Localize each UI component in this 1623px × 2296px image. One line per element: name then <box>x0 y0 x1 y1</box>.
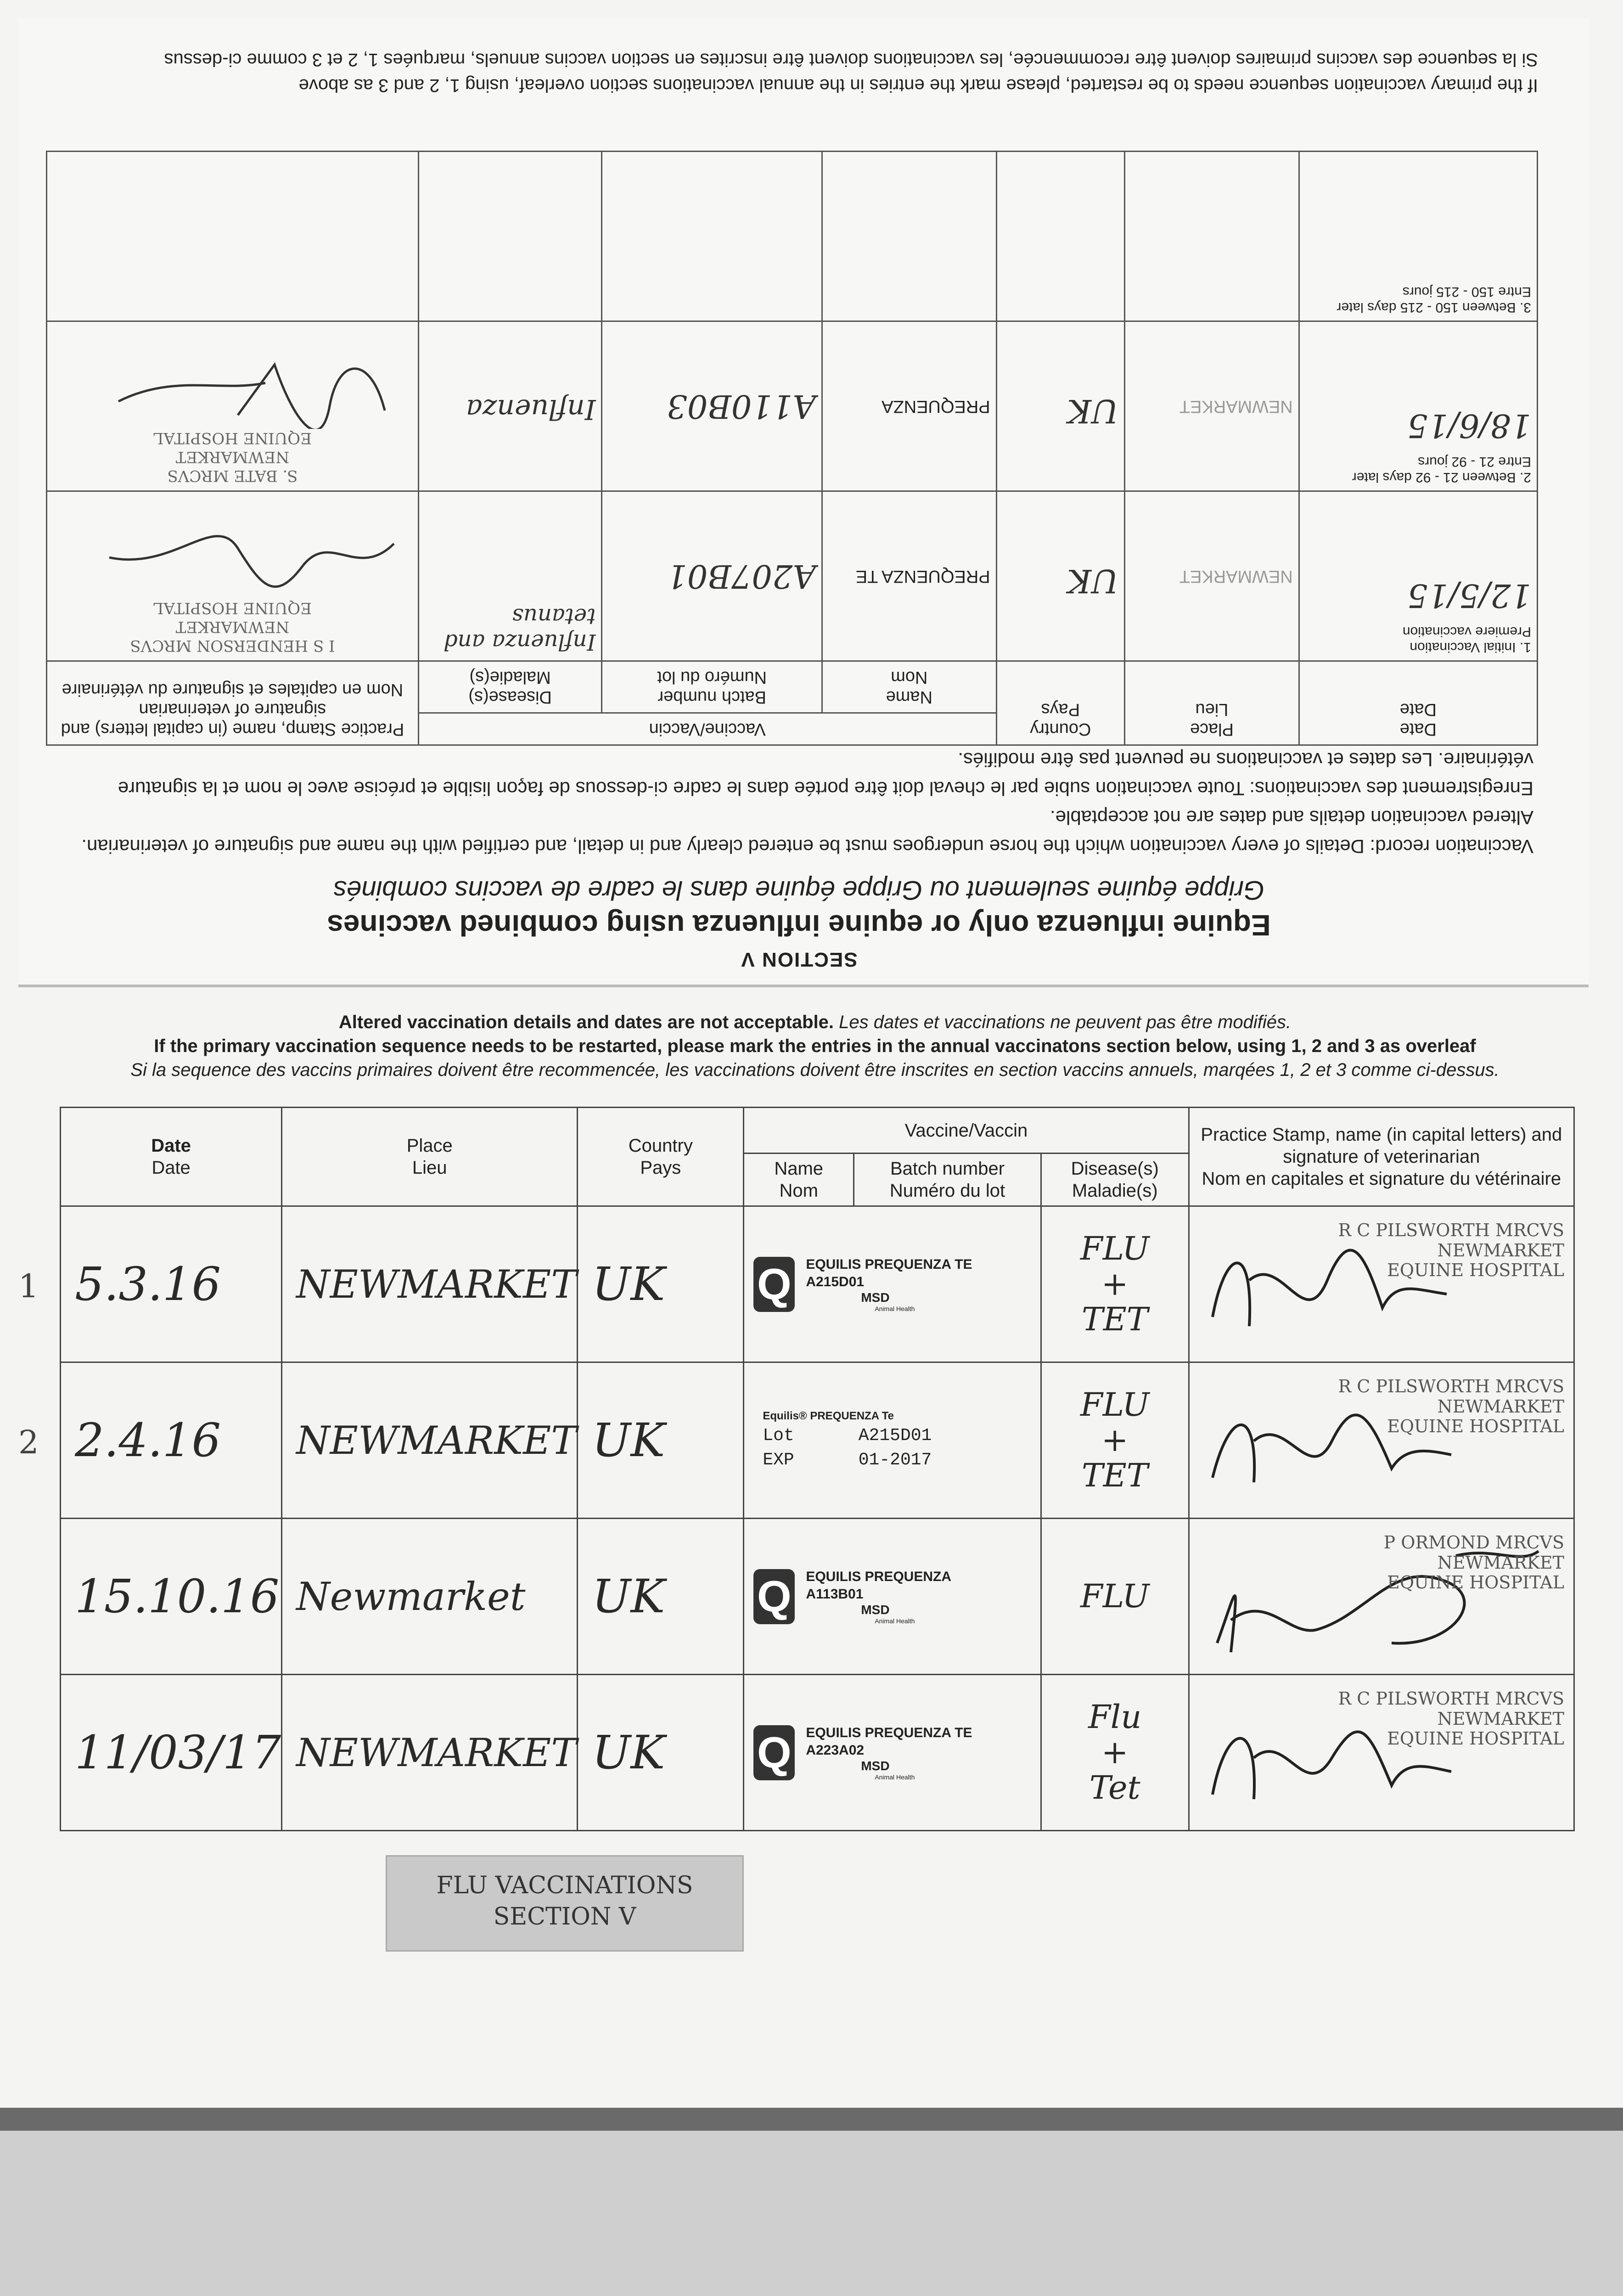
top-heading <box>64 745 1533 971</box>
notice-line-1-fr: Les dates et vaccinations ne peuvent pas être modifiés. <box>839 1012 1292 1032</box>
top-row-2-batch: A110B03 <box>602 321 822 491</box>
signature-icon <box>91 521 412 599</box>
header-place: Place Lieu <box>282 1108 578 1206</box>
top-row-1-batch: A207B01 <box>602 491 822 661</box>
row-4-country: UK <box>578 1675 744 1831</box>
row-3-disease: FLU <box>1041 1519 1189 1675</box>
top-header-batch: Batch number Numéro du lot <box>602 661 822 713</box>
header-batch: Batch number Numéro du lot <box>854 1154 1041 1206</box>
top-title-fr: Grippe équine seulement ou Grippe équine dans le cadre de vaccins combinés <box>333 875 1265 905</box>
msd-logo-icon: MSD Animal Health <box>861 1290 915 1312</box>
row-2-date: 2.4.16 <box>61 1362 282 1519</box>
top-row-2-date: 2. Between 21 - 92 days later Entre 21 - 92 jours 18/6/15 <box>1299 321 1537 491</box>
top-row-2-country: UK <box>996 321 1125 491</box>
top-row-2-stamp: S. BATE MRCVS NEWMARKET EQUINE HOSPITAL <box>47 321 419 491</box>
primary-vaccination-table <box>46 151 1538 746</box>
top-row-1-country: UK <box>996 491 1125 661</box>
top-header-country: Country Pays <box>996 661 1125 745</box>
row-3-country: UK <box>578 1519 744 1675</box>
table-row <box>61 1206 1574 1362</box>
top-header-vaccine: Vaccine/Vaccin <box>418 713 996 745</box>
top-footnote: If the primary vaccination sequence needs to be restarted, please mark the entries in the annual vaccinations section overleaf, using 1, 2 and 3 as above Si la sequence des vaccins primaires doivent être recommencée, les vaccinations doivent être inscrites en section vaccins annuels, marquées 1, 2 et 3 comme ci-dessus <box>164 50 1538 96</box>
rotated-content <box>18 18 1589 985</box>
header-vaccine: Vaccine/Vaccin <box>744 1108 1189 1154</box>
row-4-vaccine-label: Q EQUILIS PREQUENZA TE A223A02 MSD Animal Health <box>744 1675 1041 1831</box>
notice-line-1: Altered vaccination details and dates are not acceptable. <box>338 1012 834 1032</box>
table-row <box>61 1519 1574 1675</box>
top-row-3 <box>47 152 1538 321</box>
row-4-place: NEWMARKET <box>282 1675 578 1831</box>
margin-mark-2: 2 <box>18 1424 39 1461</box>
record-text-fr: Enregistrement des vaccinations: Toute vaccination subie par le cheval doit être portée dans le cadre ci-dessous de façon lisible et précise avec le nom et la signature vétérinaire. Les dates et vaccinations ne peuvent pas être modifiés. <box>118 749 1533 799</box>
background-area <box>0 2131 1623 2296</box>
msd-logo-icon: MSD Animal Health <box>861 1603 915 1625</box>
row-1-place: NEWMARKET <box>282 1206 578 1362</box>
table-row <box>61 1675 1574 1831</box>
top-row-1 <box>47 491 1538 661</box>
top-row-1-name: PREQUENZA TE <box>822 491 996 661</box>
row-3-stamp: P ORMOND MRCVS NEWMARKET EQUINE HOSPITAL <box>1189 1519 1574 1675</box>
section-tag: FLU VACCINATIONS SECTION V <box>386 1855 744 1952</box>
top-row-1-date: 1. Initial Vaccination Premiere vaccination 12/5/15 <box>1299 491 1537 661</box>
top-row-1-stamp: I S HENDERSON MRCVS NEWMARKET EQUINE HOSPITAL <box>47 491 419 661</box>
top-header-disease: Disease(s) Maladie(s) <box>418 661 602 713</box>
table-row <box>61 1362 1574 1519</box>
signature-icon <box>91 351 412 429</box>
margin-mark-1: 1 <box>18 1267 39 1305</box>
top-header-stamp: Practice Stamp, name (in capital letters) and signature of veterinarian Nom en capitales et signature du vétérinaire <box>47 661 419 745</box>
row-1-date: 5.3.16 <box>61 1206 282 1362</box>
top-row-1-disease: Influenza and tetanus <box>418 491 602 661</box>
row-3-date: 15.10.16 <box>61 1519 282 1675</box>
top-header-name: Name Nom <box>822 661 996 713</box>
row-1-vaccine-label: Q EQUILIS PREQUENZA TE A215D01 MSD Animal Health <box>744 1206 1041 1362</box>
flu-vaccinations-page <box>51 1001 1579 2296</box>
row-2-disease: FLU + TET <box>1041 1362 1189 1519</box>
top-row-2 <box>47 321 1538 491</box>
upside-down-page <box>18 18 1589 987</box>
top-row-3-date: 3. Between 150 - 215 days later Entre 150 - 215 jours <box>1299 152 1537 321</box>
top-header-date: Date Date <box>1299 661 1537 745</box>
top-row-2-disease: Influenza <box>418 321 602 491</box>
q-logo-icon: Q <box>753 1725 795 1780</box>
row-4-stamp: R C PILSWORTH MRCVS NEWMARKET EQUINE HOSPITAL <box>1189 1675 1574 1831</box>
row-3-place: Newmarket <box>282 1519 578 1675</box>
record-text-en: Vaccination record: Details of every vaccination which the horse undergoes must be entered clearly and in detail, and certified with the name and signature of veterinarian. Altered vaccination details and dates are not acceptable. <box>81 807 1533 857</box>
top-header-place: Place Lieu <box>1125 661 1299 745</box>
row-3-vaccine-label: Q EQUILIS PREQUENZA A113B01 MSD Animal Health <box>744 1519 1041 1675</box>
top-row-2-name: PREQUENZA <box>822 321 996 491</box>
header-country: Country Pays <box>578 1108 744 1206</box>
row-1-disease: FLU + TET <box>1041 1206 1189 1362</box>
record-text <box>64 745 1533 861</box>
top-row-2-place: NEWMARKET <box>1125 321 1299 491</box>
notice-line-3: Si la sequence des vaccins primaires doivent être recommencée, les vaccinations doivent être inscrites en section vaccins annuels, marqées 1, 2 et 3 comme ci-dessus. <box>130 1060 1499 1080</box>
row-1-stamp: R C PILSWORTH MRCVS NEWMARKET EQUINE HOSPITAL <box>1189 1206 1574 1362</box>
msd-logo-icon: MSD Animal Health <box>861 1759 915 1781</box>
header-date: Date Date <box>61 1108 282 1206</box>
top-title: Equine influenza only or equine influenza using combined vaccines <box>327 909 1271 942</box>
row-4-disease: Flu + Tet <box>1041 1675 1189 1831</box>
row-1-country: UK <box>578 1206 744 1362</box>
header-stamp: Practice Stamp, name (in capital letters) and signature of veterinarian Nom en capitales et signature du vétérinaire <box>1189 1108 1574 1206</box>
header-name: Name Nom <box>744 1154 854 1206</box>
flu-vaccination-table <box>60 1107 1575 1831</box>
notice <box>51 1010 1579 1082</box>
q-logo-icon: Q <box>753 1569 795 1624</box>
notice-line-2: If the primary vaccination sequence needs to be restarted, please mark the entries in the annual vaccinatons section below, using 1, 2 and 3 as overleaf <box>154 1036 1476 1056</box>
row-2-vaccine-label: Equilis® PREQUENZA Te Lot A215D01 EXP 01-2017 <box>744 1362 1041 1519</box>
row-2-place: NEWMARKET <box>282 1362 578 1519</box>
header-disease: Disease(s) Maladie(s) <box>1041 1154 1189 1206</box>
row-2-country: UK <box>578 1362 744 1519</box>
row-4-date: 11/03/17 <box>61 1675 282 1831</box>
q-logo-icon: Q <box>753 1257 795 1312</box>
top-row-1-place: NEWMARKET <box>1125 491 1299 661</box>
page-edge <box>0 2108 1623 2131</box>
top-section-label: SECTION V <box>740 948 858 971</box>
row-2-stamp: R C PILSWORTH MRCVS NEWMARKET EQUINE HOSPITAL <box>1189 1362 1574 1519</box>
